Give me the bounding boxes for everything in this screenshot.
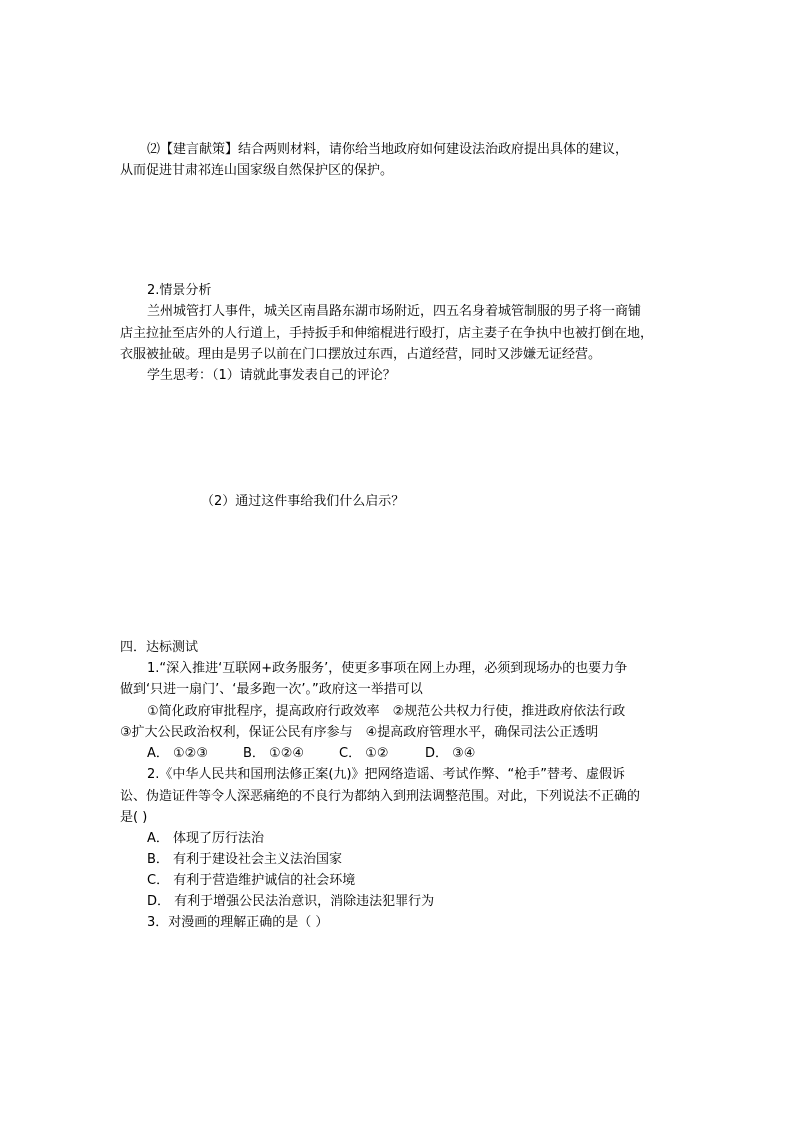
q1-option-b: B． ①②④ xyxy=(243,746,305,761)
question-suggestion-line1: ⑵【建言献策】结合两则材料，请你给当地政府如何建设法治政府提出具体的建议， xyxy=(147,142,629,157)
student-think-question-2: （2）通过这件事给我们什么启示？ xyxy=(201,494,405,509)
q2-option-d: D． 有利于增强公民法治意识，消除违法犯罪行为 xyxy=(147,894,435,909)
q1-statements-2: ③扩大公民政治权利，保证公民有序参与 ④提高政府管理水平，确保司法公正透明 xyxy=(120,725,599,740)
q1-line-2: 做到‘只进一扇门’、‘最多跑一次’。”政府这一举措可以 xyxy=(120,682,423,697)
case-line-2: 店主拉扯至店外的人行道上，手持扳手和伸缩棍进行殴打，店主妻子在争执中也被打倒在地， xyxy=(120,326,654,341)
q1-option-d: D． ③④ xyxy=(425,746,476,761)
q2-option-a: A． 体现了厉行法治 xyxy=(147,831,265,846)
section-heading: 四．达标测试 xyxy=(120,640,199,655)
case-line-1: 兰州城管打人事件，城关区南昌路东湖市场附近，四五名身着城管制服的男子将一商铺 xyxy=(147,304,642,319)
student-think-question-1: 学生思考：（1）请就此事发表自己的评论？ xyxy=(147,368,396,383)
q1-statements-1: ①简化政府审批程序，提高政府行政效率 ②规范公共权力行使，推进政府依法行政 xyxy=(147,704,626,719)
q2-line-2: 讼、伪造证件等令人深恶痛绝的不良行为都纳入到刑法调整范围。对此，下列说法不正确的 xyxy=(120,789,641,804)
case-analysis-title: 2.情景分析 xyxy=(147,283,212,298)
q2-option-c: C． 有利于营造维护诚信的社会环境 xyxy=(147,873,356,888)
q1-option-c: C． ①② xyxy=(339,746,389,761)
q2-option-b: B． 有利于建设社会主义法治国家 xyxy=(147,852,343,867)
case-line-3: 衣服被扯破。理由是男子以前在门口摆放过东西，占道经营，同时又涉嫌无证经营。 xyxy=(120,347,602,362)
q2-line-3: 是( ) xyxy=(120,810,148,825)
q1-line-1: 1.“深入推进‘互联网+政务服务’，使更多事项在网上办理，必须到现场办的也要力争 xyxy=(147,661,628,676)
q2-line-1: 2.《中华人民共和国刑法修正案(九)》把网络造谣、考试作弊、“枪手”替考、虚假诉 xyxy=(147,767,626,782)
q1-option-a: A． ①②③ xyxy=(147,746,208,761)
q3-line-1: 3．对漫画的理解正确的是（ ） xyxy=(147,915,329,930)
question-suggestion-line2: 从而促进甘肃祁连山国家级自然保护区的保护。 xyxy=(120,163,394,178)
